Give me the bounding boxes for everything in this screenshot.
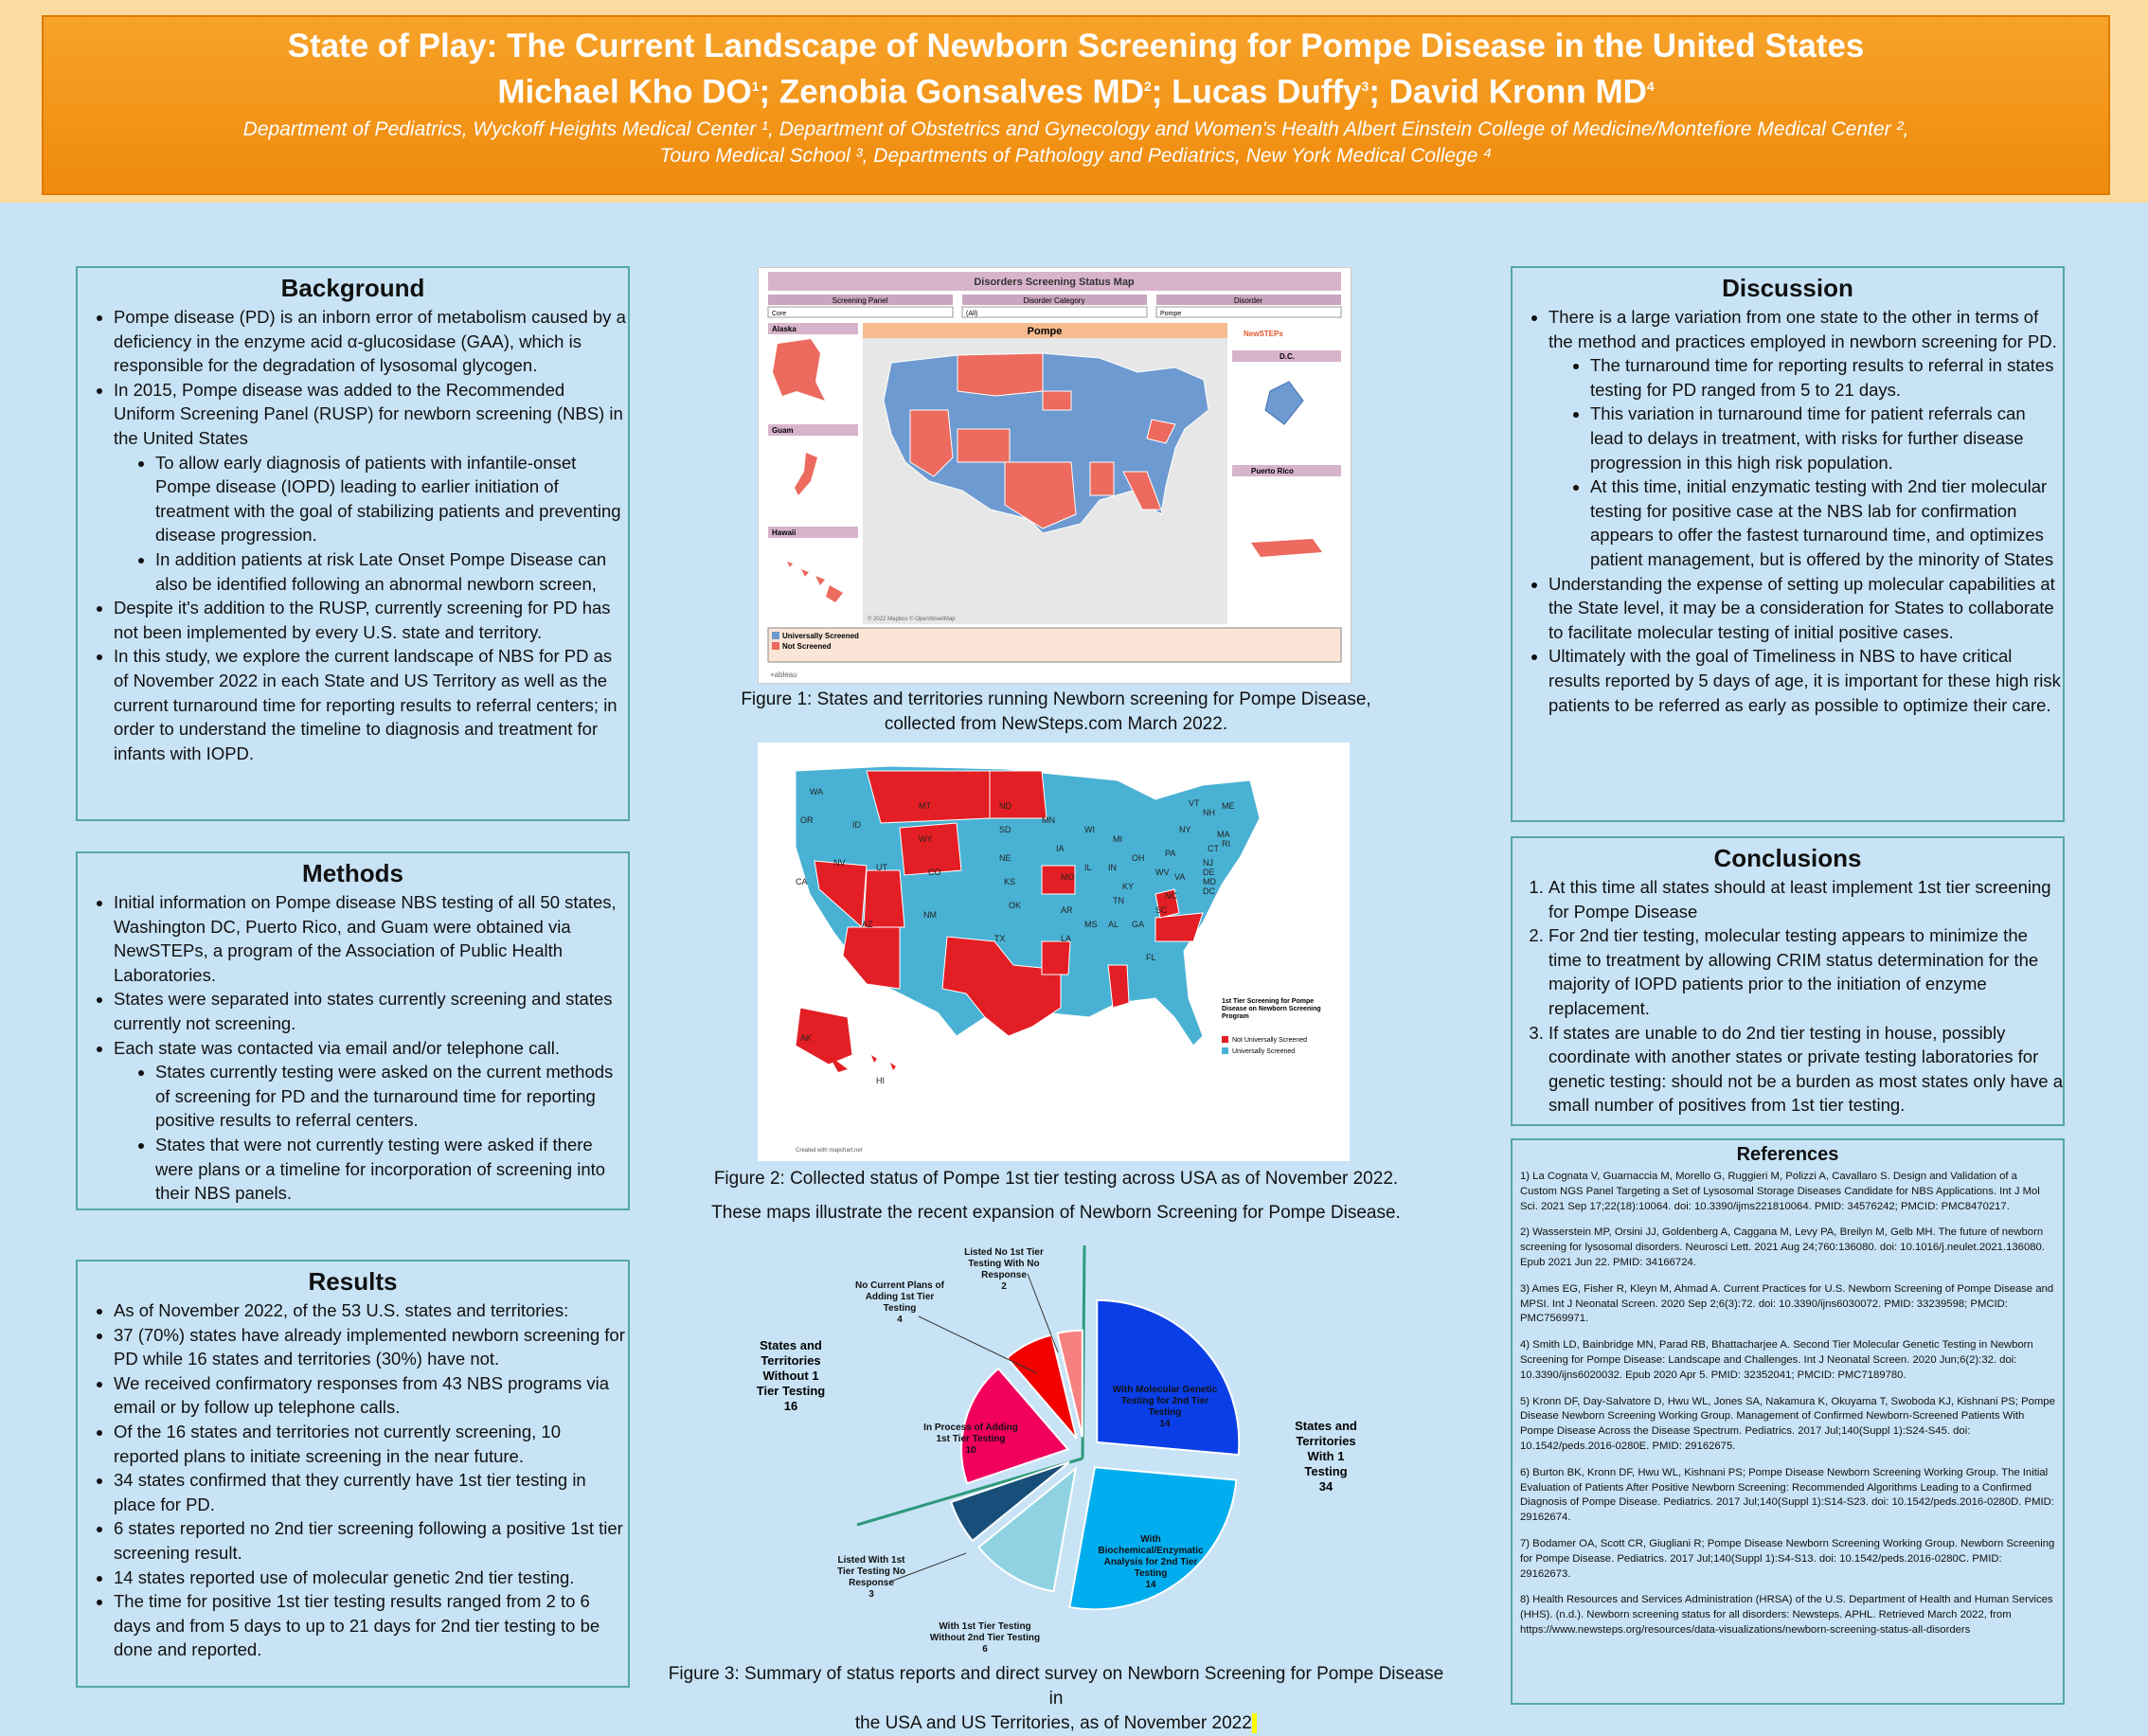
reference-list bbox=[1513, 1170, 2063, 1638]
state-label-ri: RI bbox=[1222, 839, 1230, 849]
state-label-va: VA bbox=[1174, 872, 1186, 882]
state-label-al: AL bbox=[1108, 920, 1119, 929]
reference-item: 3) Ames EG, Fisher R, Kleyn M, Ahmad A. Current Practices for U.S. Newborn Screening of Pompe Disease and MPSI. Int J Neonatal Screen. 2020 Sep 2;6(3):72. doi: 10.3390/ijns6030072. PMID: 33239598; PMCID: PMC7569971. bbox=[1520, 1282, 2054, 1325]
state-label-ia: IA bbox=[1056, 844, 1065, 853]
poster-header bbox=[0, 0, 2148, 203]
figure1-caption: Figure 1: States and territories running Newborn screening for Pompe Disease, collected from NewSteps.com March 2022. bbox=[741, 689, 1371, 734]
newsteps-logo: NewSTEPs bbox=[1244, 330, 1283, 338]
list-item: • 6 states reported no 2nd tier screening following a positive 1st tier screening result. bbox=[114, 1516, 628, 1565]
reference-item: 6) Burton BK, Kronn DF, Hwu WL, Kishnani PS; Pompe Disease Newborn Screening Working Group. The Initial Evaluation of Patients After Positive Newborn Screening: Recommended Algorithms Leading to a Confirmed Diagnosis of Pompe Disease. Pediatrics. 2017 Jul;140(Suppl 1):S14-S23. doi: 10.1542/peds.2016-0280D. PMID: 29162674. bbox=[1520, 1466, 2054, 1524]
figure1-svg bbox=[759, 268, 1351, 683]
state-label-az: AZ bbox=[862, 920, 873, 929]
state-label-hi: HI bbox=[876, 1076, 885, 1085]
reference-item: 2) Wasserstein MP, Orsini JJ, Goldenberg A, Caggana M, Levy PA, Breilyn M, Gelb MH. The future of newborn screening for lysosomal disorders. Neurosci Lett. 2021 Aug 24;760:136080. doi: 10.1016/j.neulet.2021.136080. Epub 2021 Jun 22. PMID: 34166724. bbox=[1520, 1226, 2045, 1268]
filter-value: (All) bbox=[966, 311, 978, 317]
reference-item: 4) Smith LD, Bainbridge MN, Parad RB, Bhattacharjee A. Second Tier Molecular Genetic Testing in Newborn Screening for Pompe Disease: Landscape and Challenges. Int J Neonatal Screen. 2020 Jun;6(2):32. doi: 10.3390/ijns6020032. Epub 2020 Apr 5. PMID: 32352041; PMCID: PMC7189780. bbox=[1520, 1339, 2033, 1381]
list-item: • Pompe disease (PD) is an inborn error of metabolism caused by a deficiency in the enzyme acid α-glucosidase (GAA), which is responsible for the degradation of lysosomal glycogen. bbox=[114, 305, 628, 378]
affiliations: Department of Pediatrics, Wyckoff Heights Medical Center ¹, Department of Obstetrics and Gynecology and Women's Health Albert Einstein College of Medicine/Montefiore Medical Center ², Touro Medical School ³, Departments of Pathology and Pediatrics, New York Medical College ⁴ bbox=[242, 117, 1909, 167]
legend-label: Universally Screened bbox=[782, 632, 859, 640]
pie-svg bbox=[720, 1241, 1421, 1657]
pie-label-3: Listed With 1st Tier Testing No Response 3 bbox=[837, 1555, 905, 1600]
filter-select[interactable] bbox=[768, 307, 953, 317]
state-label-nm: NM bbox=[923, 910, 937, 920]
title-banner bbox=[42, 15, 2110, 195]
state-label-nh: NH bbox=[1203, 808, 1215, 817]
list-item: • Despite it's addition to the RUSP, currently screening for PD has not been implemented by every U.S. state and territory. bbox=[114, 596, 628, 644]
inset-label: Alaska bbox=[772, 325, 797, 333]
section-heading: Results bbox=[308, 1267, 398, 1296]
state-label-nv: NV bbox=[833, 858, 846, 868]
state-label-nd: ND bbox=[999, 801, 1011, 811]
list-item: • Of the 16 states and territories not currently screening, 10 reported plans to initiate screening in the near future. bbox=[114, 1420, 628, 1468]
list-item: • As of November 2022, of the 53 U.S. states and territories: bbox=[114, 1298, 628, 1323]
author-list: Michael Kho $DO^1$; Zenobia Gonsalves $MD^2$; Lucas Duffy$^3$; David Kronn $MD^4$ bbox=[497, 73, 1655, 111]
state-shape-az bbox=[843, 927, 900, 989]
state-label-ma: MA bbox=[1217, 830, 1230, 839]
legend-swatch bbox=[772, 632, 779, 639]
state-label-sd: SD bbox=[999, 825, 1011, 834]
figure3-chart bbox=[720, 1241, 1421, 1657]
group-label-with: States and Territories With 1 Testing 34 bbox=[1295, 1419, 1357, 1494]
state-shape-hi bbox=[871, 1055, 896, 1070]
inset-label: Hawaii bbox=[772, 528, 797, 537]
state-label-in: IN bbox=[1108, 863, 1117, 872]
author-name: David Kronn MD bbox=[1388, 73, 1647, 111]
conclusions-section bbox=[1511, 836, 2065, 1126]
state-shape-ar bbox=[1042, 941, 1070, 975]
state-region-not-screened bbox=[1090, 462, 1114, 495]
state-label-mi: MI bbox=[1113, 834, 1122, 844]
list-item: • 14 states reported use of molecular genetic 2nd tier testing. bbox=[114, 1566, 628, 1590]
state-label-oh: OH bbox=[1132, 853, 1145, 863]
legend-label: Not Screened bbox=[782, 642, 832, 651]
list-item: • 34 states confirmed that they currently have 1st tier testing in place for PD. bbox=[114, 1468, 628, 1516]
reference-item: 1) La Cognata V, Guarnaccia M, Morello G, Ruggieri M, Polizzi A, Cavallaro S. Design and Validation of a Custom NGS Panel Targeting a Set of Lysosomal Storage Diseases Candidate for NBS Applications. Int J Mol Sci. 2021 Sep 17;22(18):10064. doi: 10.3390/ijms221810064. PMID: 34576242; PMCID: PMC8470217. bbox=[1520, 1171, 2040, 1212]
figure3-caption: Figure 3: Summary of status reports and direct survey on Newborn Screening for Pompe Disease in the USA and US Territories, as of November 2022 bbox=[668, 1664, 1444, 1733]
state-label-ga: GA bbox=[1132, 920, 1145, 929]
filter-value: Pompe bbox=[1160, 311, 1182, 317]
puerto-rico-shape bbox=[1251, 539, 1322, 557]
state-label-pa: PA bbox=[1165, 849, 1176, 858]
figure2-caption: Figure 2: Collected status of Pompe 1st tier testing across USA as of November 2022. These maps illustrate the recent expansion of Newborn Screening for Pompe Disease. bbox=[711, 1169, 1401, 1223]
reference-item: 8) Health Resources and Services Administration (HRSA) of the U.S. Department of Health and Human Services (HHS). (n.d.). Newborn screening status for all disorders: Newsteps. APHL. Retrieved March 2022, from https://www.newsteps.org/resources/data-visualizations/newborn-screening-status-all-disorders bbox=[1520, 1594, 2053, 1636]
alaska-shape bbox=[773, 339, 825, 401]
legend-label: Universally Screened bbox=[1232, 1048, 1296, 1055]
author-name: Zenobia Gonsalves MD bbox=[779, 73, 1144, 111]
leader-line bbox=[919, 1316, 1037, 1373]
filter-label: Disorder bbox=[1233, 296, 1263, 305]
map-credit: Created with mapchart.net bbox=[796, 1148, 863, 1154]
state-label-ne: NE bbox=[999, 853, 1011, 863]
state-label-ut: UT bbox=[876, 863, 887, 872]
state-label-md: MD bbox=[1203, 877, 1216, 886]
state-label-ms: MS bbox=[1084, 920, 1098, 929]
methods-section bbox=[76, 851, 630, 1210]
state-label-nc: NC bbox=[1165, 891, 1177, 901]
map-title: Pompe bbox=[1027, 326, 1063, 337]
author-name: Michael Kho DO bbox=[497, 73, 752, 111]
list-item: • States were separated into states currently screening and states currently not screening. bbox=[114, 987, 628, 1035]
state-region-not-screened bbox=[958, 429, 1010, 462]
list-item: • To allow early diagnosis of patients with infantile-onset Pompe disease (IOPD) leading to earlier initiation of treatment with the goal of stabilizing patients and preventing disease progression. bbox=[155, 451, 628, 547]
state-label-or: OR bbox=[800, 815, 814, 825]
inset-label: D.C. bbox=[1280, 352, 1295, 361]
list-item: • In this study, we explore the current landscape of NBS for PD as of November 2022 in each State and US Territory as well as the current turnaround time for reporting results to referral centers; in order to understand the timeline to diagnosis and treatment for infants with IOPD. bbox=[114, 644, 628, 765]
state-region-not-screened bbox=[958, 353, 1043, 396]
discussion-section bbox=[1511, 266, 2065, 822]
list-item: 1. At this time all states should at least implement 1st tier screening for Pompe Disease bbox=[1548, 875, 2063, 923]
figure2-svg bbox=[758, 743, 1350, 1161]
legend-swatch bbox=[772, 642, 779, 650]
guam-shape bbox=[795, 453, 817, 495]
state-label-tx: TX bbox=[994, 934, 1006, 943]
pie-label-2: With 1st Tier Testing Without 2nd Tier Testing 6 bbox=[929, 1621, 1041, 1655]
list-item: • Ultimately with the goal of Timeliness in NBS to have critical results reported by 5 days of age, it is important for these high risk patients to be referred as early as possible to optimize their care. bbox=[1548, 644, 2063, 717]
filter-label: Disorder Category bbox=[1023, 296, 1085, 305]
figure2-map bbox=[758, 743, 1350, 1161]
figure1-dashboard bbox=[758, 267, 1351, 684]
pie-label-1: With Biochemical/Enzymatic Analysis for 2nd Tier Testing 14 bbox=[1098, 1534, 1204, 1590]
filter-select[interactable] bbox=[962, 307, 1147, 317]
hawaii-shape bbox=[787, 562, 843, 602]
filter-select[interactable] bbox=[1156, 307, 1341, 317]
state-label-fl: FL bbox=[1146, 953, 1156, 962]
filter-bar bbox=[768, 295, 1341, 317]
list-item: • States currently testing were asked on the current methods of screening for PD and the turnaround time for reporting positive results to referral centers. bbox=[155, 1060, 628, 1133]
state-label-wv: WV bbox=[1155, 868, 1170, 877]
state-label-mn: MN bbox=[1042, 815, 1055, 825]
references-section bbox=[1511, 1138, 2065, 1705]
inset-label: Guam bbox=[772, 426, 794, 435]
state-shape-mt bbox=[867, 771, 990, 823]
list-item: • 37 (70%) states have already implemented newborn screening for PD while 16 states and territories (30%) have not. bbox=[114, 1323, 628, 1371]
section-heading: Conclusions bbox=[1713, 844, 1862, 872]
state-label-ky: KY bbox=[1122, 882, 1135, 891]
pie-label-0: With Molecular Genetic Testing for 2nd Tier Testing 14 bbox=[1112, 1385, 1218, 1429]
list-item: • In 2015, Pompe disease was added to the Recommended Uniform Screening Panel (RUSP) for newborn screening (NBS) in the United States • To allow early diagnosis of patients with infantile-onset Pompe disease (IOPD) leading to earlier initiation of treatment with the goal of stabilizing patients and preventing disease progression. • In addition patients at risk Late Onset Pompe Disease can also be identified following an abnormal newborn screen, bbox=[114, 378, 628, 596]
section-heading: References bbox=[1736, 1144, 1839, 1165]
state-label-il: IL bbox=[1084, 863, 1092, 872]
state-label-id: ID bbox=[852, 820, 861, 830]
state-label-ok: OK bbox=[1009, 901, 1022, 910]
list-item: • The time for positive 1st tier testing results ranged from 2 to 6 days and from 5 days to up to 21 days for 2nd tier testing to be done and reported. bbox=[114, 1589, 628, 1662]
state-label-wa: WA bbox=[810, 787, 824, 796]
reference-item: 7) Bodamer OA, Scott CR, Giugliani R; Pompe Disease Newborn Screening Working Group. Newborn Screening for Pompe Disease. Pediatrics. 2017 Jul;140(Suppl 1):S4-S13. doi: 10.1542/peds.2016-0280C. PMID: 29162673. bbox=[1520, 1537, 2055, 1580]
list-item: • At this time, initial enzymatic testing with 2nd tier molecular testing for positive case at the NBS lab for confirmation appears to offer the fastest turnaround time, and optimizes patient management, but is offered by the minority of States bbox=[1590, 474, 2063, 571]
state-shape-nd bbox=[990, 771, 1047, 818]
state-label-ak: AK bbox=[800, 1033, 813, 1043]
list-item: • In addition patients at risk Late Onset Pompe Disease can also be identified following an abnormal newborn screen, bbox=[155, 547, 628, 596]
group-label-without: States and Territories Without 1 Tier Testing 16 bbox=[756, 1338, 826, 1413]
dashboard-title: Disorders Screening Status Map bbox=[974, 277, 1135, 288]
legend-label: Not Universally Screened bbox=[1232, 1037, 1307, 1044]
reference-item: 5) Kronn DF, Day-Salvatore D, Hwu WL, Jones SA, Nakamura K, Okuyama T, Swoboda KJ, Kishnani PS; Pompe Disease Newborn Screening Working Group. Management of Confirmed Newborn-Screened Patients With Pompe Disease Across the Disease Spectrum. Pediatrics. 2017 Jul;140(Suppl 1):S24-S45. doi: 10.1542/peds.2016-0280E. PMID: 29162675. bbox=[1520, 1395, 2055, 1452]
filter-label: Screening Panel bbox=[832, 296, 888, 305]
state-label-de: DE bbox=[1203, 868, 1215, 877]
state-shape-ut bbox=[864, 870, 904, 927]
state-region-not-screened bbox=[1043, 391, 1071, 410]
background-section bbox=[76, 266, 630, 821]
state-label-ks: KS bbox=[1004, 877, 1016, 886]
filter-value: Core bbox=[772, 311, 787, 317]
state-label-ct: CT bbox=[1208, 844, 1219, 853]
pie-label-6: Listed No 1st Tier Testing With No Response 2 bbox=[964, 1247, 1044, 1292]
list-item: • Understanding the expense of setting up molecular capabilities at the State level, it may be a consideration for States to collaborate to facilitate molecular testing of initial positive cases. bbox=[1548, 572, 2063, 645]
pie-slice-0 bbox=[1097, 1300, 1239, 1455]
list-item: • This variation in turnaround time for patient referrals can lead to delays in treatment, with risks for further disease progression in this high risk population. bbox=[1590, 402, 2063, 474]
state-label-ar: AR bbox=[1061, 905, 1073, 915]
pie-label-5: No Current Plans of Adding 1st Tier Testing 4 bbox=[855, 1280, 944, 1325]
state-label-wy: WY bbox=[919, 834, 933, 844]
dc-shape bbox=[1265, 382, 1303, 424]
list-item: • There is a large variation from one state to the other in terms of the method and practices employed in newborn screening for PD. • The turnaround time for reporting results to referral in states testing for PD ranged from 5 to 21 days. • This variation in turnaround time for patient referrals can lead to delays in treatment, with risks for further disease progression in this high risk population. • At this time, initial enzymatic testing with 2nd tier molecular testing for positive case at the NBS lab for confirmation appears to offer the fastest turnaround time, and optimizes patient management, but is offered by the minority of States bbox=[1548, 305, 2063, 572]
legend-swatch bbox=[1222, 1036, 1228, 1043]
list-item: • We received confirmatory responses from 43 NBS programs via email or by follow up telephone calls. bbox=[114, 1371, 628, 1420]
state-label-wi: WI bbox=[1084, 825, 1095, 834]
map-credit: © 2022 Mapbox © OpenStreetMap bbox=[868, 617, 956, 622]
tableau-toolbar[interactable]: +ableau bbox=[770, 671, 797, 679]
poster-title: State of Play: The Current Landscape of Newborn Screening for Pompe Disease in the United States bbox=[287, 27, 1865, 64]
state-label-dc: DC bbox=[1203, 886, 1215, 896]
section-heading: Methods bbox=[302, 859, 403, 887]
state-label-me: ME bbox=[1222, 801, 1235, 811]
state-label-co: CO bbox=[928, 868, 941, 877]
state-label-sc: SC bbox=[1155, 905, 1168, 915]
legend-swatch bbox=[1222, 1047, 1228, 1054]
pie-label-4: In Process of Adding 1st Tier Testing 10 bbox=[923, 1423, 1018, 1456]
list-item: • Initial information on Pompe disease NBS testing of all 50 states, Washington DC, Puerto Rico, and Guam were obtained via NewSTEPs, a program of the Association of Public Health Laboratories. bbox=[114, 890, 628, 987]
results-section bbox=[76, 1260, 630, 1688]
list-item: • States that were not currently testing were asked if there were plans or a timeline for incorporation of screening into their NBS panels. bbox=[155, 1133, 628, 1206]
state-label-ny: NY bbox=[1179, 825, 1191, 834]
state-label-tn: TN bbox=[1113, 896, 1124, 905]
author-name: Lucas Duffy bbox=[1172, 73, 1362, 111]
state-label-vt: VT bbox=[1189, 798, 1200, 808]
list-item: 2. For 2nd tier testing, molecular testing appears to minimize the time to treatment by allowing CRIM status determination for the majority of IOPD patients prior to the initiation of enzyme replacement. bbox=[1548, 923, 2063, 1020]
list-item: 3. If states are unable to do 2nd tier testing in house, possibly coordinate with another states or private testing laboratories for genetic testing: should not be a burden as most states only have a small number of positives from 1st tier testing. bbox=[1548, 1021, 2063, 1118]
state-label-mt: MT bbox=[919, 801, 931, 811]
section-heading: Discussion bbox=[1722, 274, 1853, 302]
inset-label: Puerto Rico bbox=[1251, 467, 1294, 475]
section-heading: Background bbox=[280, 274, 425, 302]
state-label-nj: NJ bbox=[1203, 858, 1213, 868]
list-item: • The turnaround time for reporting results to referral in states testing for PD ranged from 5 to 21 days. bbox=[1590, 353, 2063, 402]
state-label-ca: CA bbox=[796, 877, 808, 886]
state-label-la: LA bbox=[1061, 934, 1072, 943]
list-item: • Each state was contacted via email and/or telephone call. • States currently testing were asked on the current methods of screening for PD and the turnaround time for reporting positive results to referral centers. • States that were not currently testing were asked if there were plans or a timeline for incorporation of screening into their NBS panels. bbox=[114, 1036, 628, 1206]
state-label-mo: MO bbox=[1061, 872, 1075, 882]
legend-title: 1st Tier Screening for Pompe Disease on Newborn Screening Program bbox=[1222, 998, 1321, 1020]
